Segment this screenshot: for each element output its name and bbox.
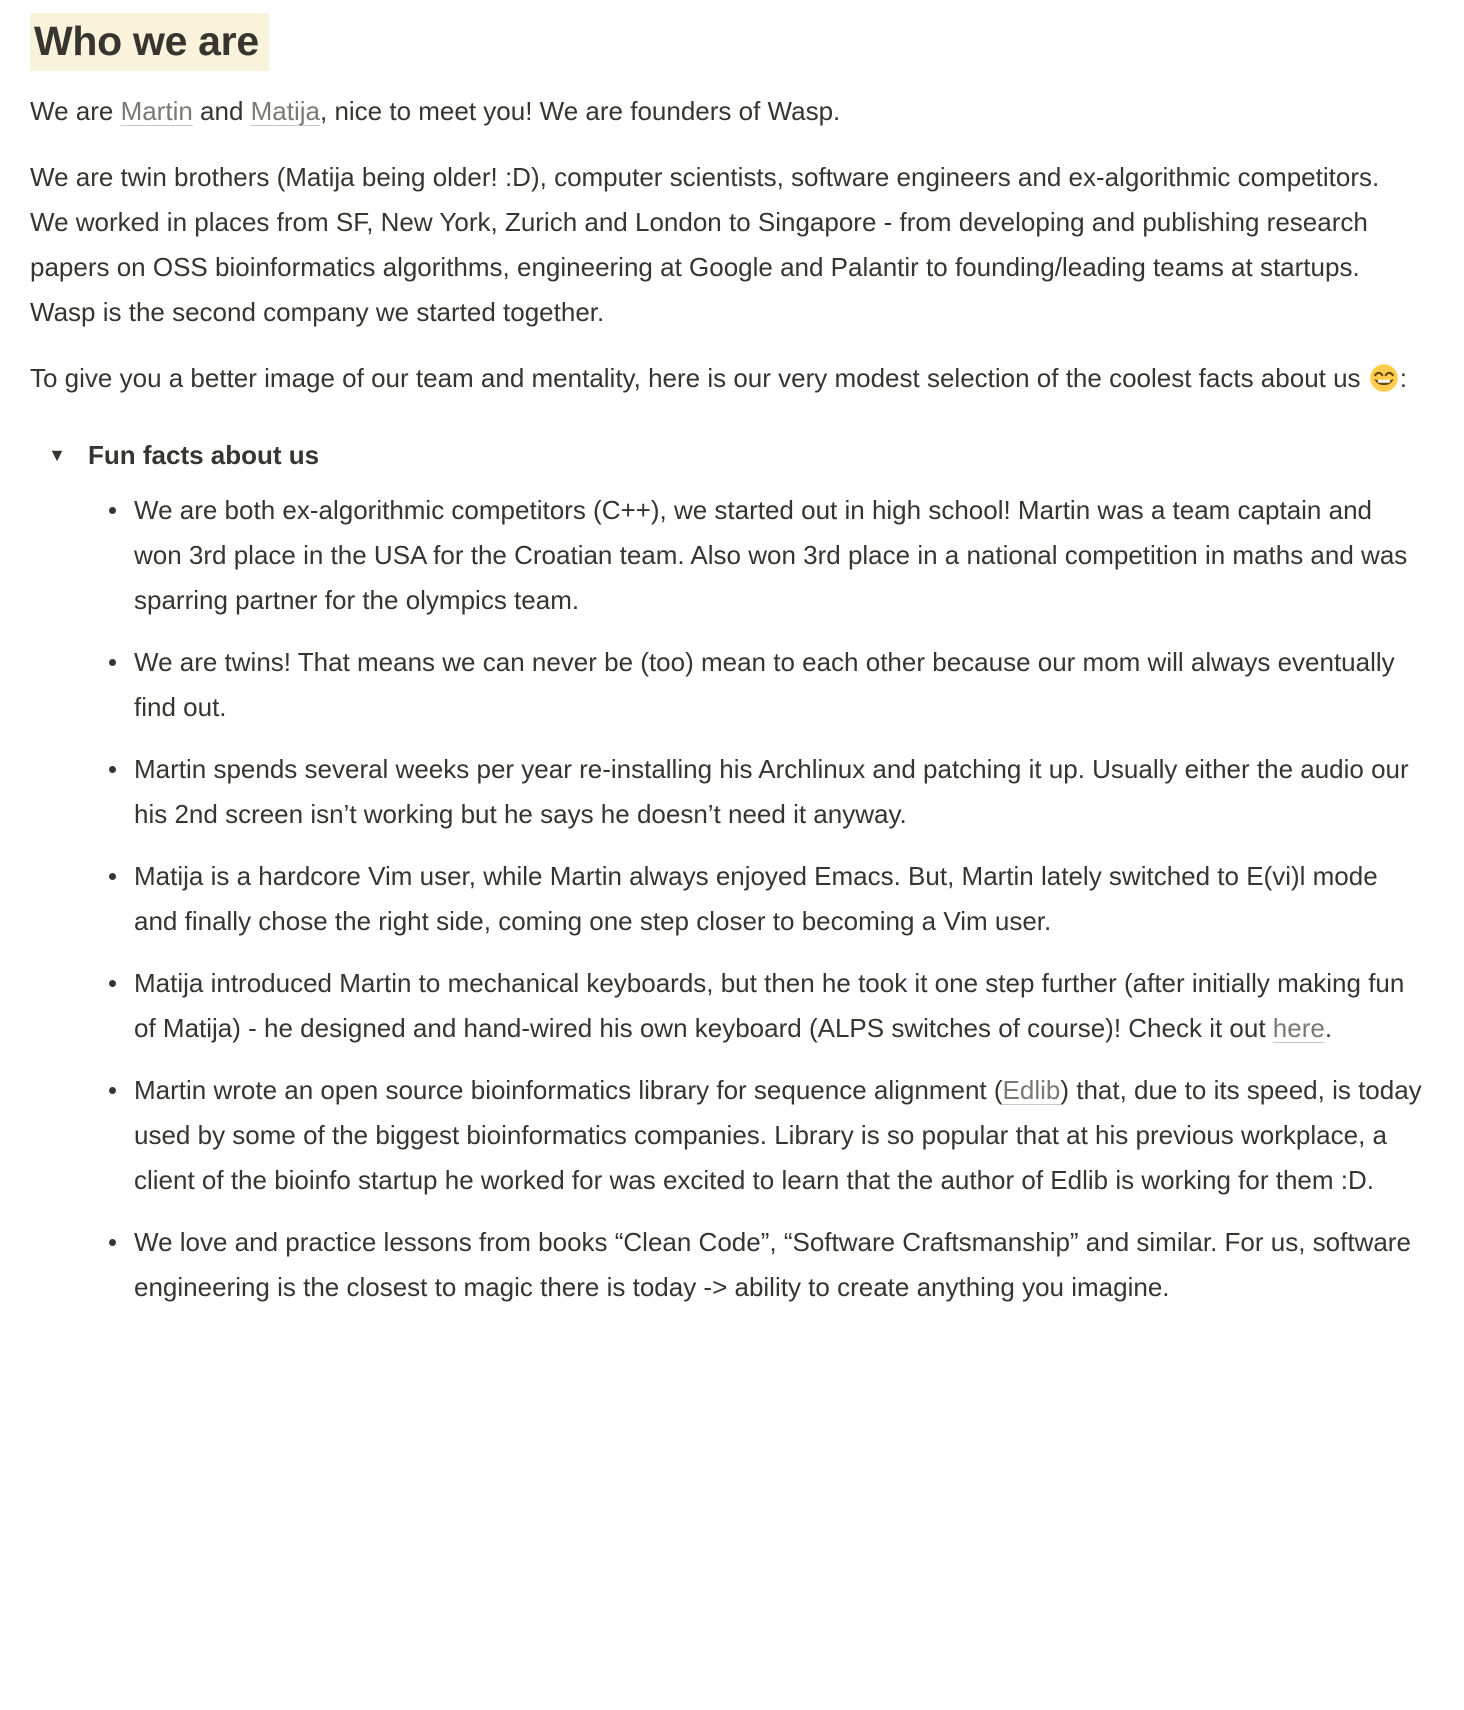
fun-fact-text — [134, 968, 1404, 1043]
intro-section — [30, 89, 1424, 407]
fun-fact-text — [134, 1227, 1411, 1302]
fun-fact-text — [134, 495, 1407, 615]
link-martin[interactable]: Martin — [120, 96, 193, 127]
text-run: We are — [30, 96, 121, 127]
text-run: , nice to meet you! We are founders of Wasp. — [320, 96, 841, 127]
text-run: Martin wrote an open source bioinformatics library for sequence alignment ( — [134, 1075, 1003, 1106]
fun-fact-text — [134, 647, 1395, 722]
bullet-icon — [109, 873, 116, 880]
toggle-label: Fun facts about us — [88, 440, 320, 471]
toggle-fun-facts[interactable] — [30, 433, 1424, 478]
fun-fact-item — [110, 854, 1424, 944]
text-run: Matija introduced Martin to mechanical keyboards, but then he took it one step further (after initially making fun of Matija) - he designed and hand-wired his own keyboard (ALPS switches of course)! Check it out — [134, 968, 1405, 1044]
fun-fact-text — [134, 861, 1378, 936]
fun-fact-item — [110, 640, 1424, 730]
text-run: To give you a better image of our team and mentality, here is our very modest selection of the coolest facts about us — [30, 363, 1368, 394]
text-run: ) that, due to its speed, is today used by some of the biggest bioinformatics companies. Library is so popular that at his previous workplace, a client of the bioinfo startup he worked for was excited to learn that the author of Edlib is working for them :D. — [134, 1075, 1422, 1196]
link-matija[interactable]: Matija — [250, 96, 320, 127]
chevron-down-icon[interactable]: ▼ — [48, 445, 66, 466]
text-run: Martin spends several weeks per year re-installing his Archlinux and patching it up. Usually either the audio our his 2nd screen isn’t working but he says he doesn’t need it anyway. — [134, 754, 1409, 830]
intro-paragraph — [30, 89, 1424, 134]
fun-fact-item — [110, 747, 1424, 837]
bullet-icon — [109, 980, 116, 987]
link-here[interactable]: here — [1272, 1013, 1325, 1044]
fun-fact-item — [110, 488, 1424, 623]
page-title-highlight: Who we are — [30, 13, 269, 71]
bullet-icon — [109, 1087, 116, 1094]
text-run: . — [1324, 1013, 1333, 1044]
intro-paragraph — [30, 356, 1424, 407]
bullet-icon — [109, 1239, 116, 1246]
page-title — [30, 14, 1424, 69]
text-run: We are twin brothers (Matija being older! :D), computer scientists, software engineers and ex-algorithmic competitors. We worked in places from SF, New York, Zurich and London to Singapore - from developing and publishing research papers on OSS bioinformatics algorithms, engineering at Google and Palantir to founding/leading teams at startups. Wasp is the second company we started together. — [30, 162, 1380, 328]
fun-fact-text — [134, 1075, 1422, 1195]
text-run: and — [192, 96, 251, 127]
text-run: : — [1399, 363, 1408, 394]
fun-fact-item — [110, 1220, 1424, 1310]
text-run: We are both ex-algorithmic competitors (C++), we started out in high school! Martin was a team captain and won 3rd place in the USA for the Croatian team. Also won 3rd place in a national competition in maths and was sparring partner for the olympics team. — [134, 495, 1408, 616]
bullet-icon — [109, 766, 116, 773]
link-edlib[interactable]: Edlib — [1002, 1075, 1061, 1106]
bullet-icon — [109, 659, 116, 666]
fun-fact-item — [110, 1068, 1424, 1203]
fun-facts-list — [30, 488, 1424, 1310]
intro-paragraph — [30, 155, 1424, 335]
grinning-face-with-smiling-eyes-icon — [1369, 362, 1399, 407]
bullet-icon — [109, 507, 116, 514]
fun-fact-text — [134, 754, 1409, 829]
fun-fact-item — [110, 961, 1424, 1051]
text-run: We love and practice lessons from books “Clean Code”, “Software Craftsmanship” and similar. For us, software engineering is the closest to magic there is today -> ability to create anything you imagine. — [134, 1227, 1411, 1303]
text-run: We are twins! That means we can never be (too) mean to each other because our mom will always eventually find out. — [134, 647, 1395, 723]
text-run: Matija is a hardcore Vim user, while Martin always enjoyed Emacs. But, Martin lately switched to E(vi)l mode and finally chose the right side, coming one step closer to becoming a Vim user. — [134, 861, 1378, 937]
